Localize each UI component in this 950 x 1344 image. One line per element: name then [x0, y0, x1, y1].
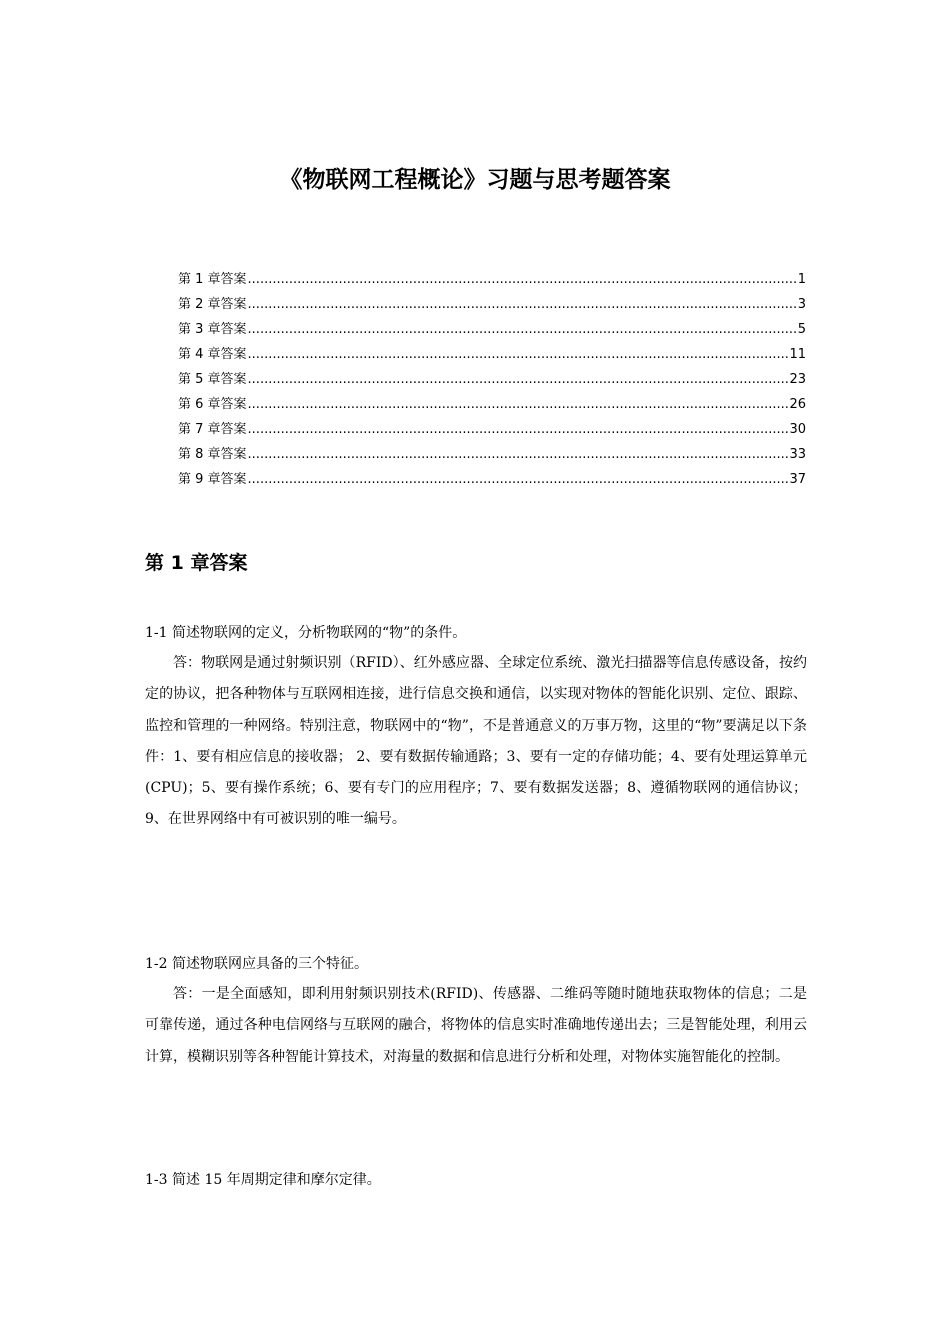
- toc-entry-label: 第 2 章答案: [178, 297, 247, 312]
- toc-dot-leader: [248, 470, 789, 490]
- toc-entry-label: 第 5 章答案: [178, 372, 247, 387]
- toc-entry-label: 第 9 章答案: [178, 472, 247, 487]
- toc-entry-page: 37: [789, 472, 806, 487]
- toc-entry-label: 第 3 章答案: [178, 322, 247, 337]
- question-block-1-1: [145, 623, 807, 836]
- toc-entry-chapter-5[interactable]: [178, 370, 806, 395]
- toc-entry-page: 30: [789, 422, 806, 437]
- toc-dot-leader: [248, 320, 797, 340]
- toc-entry-page: 1: [797, 272, 806, 287]
- question-block-1-3: [145, 1170, 807, 1190]
- question-block-1-2: [145, 954, 807, 1073]
- toc-entry-chapter-9[interactable]: [178, 470, 806, 495]
- toc-entry-chapter-2[interactable]: [178, 295, 806, 320]
- toc-dot-leader: [248, 295, 797, 315]
- toc-entry-chapter-6[interactable]: [178, 395, 806, 420]
- toc-dot-leader: [248, 445, 789, 465]
- toc-dot-leader: [248, 270, 797, 290]
- toc-dot-leader: [248, 395, 789, 415]
- toc-entry-label: 第 1 章答案: [178, 272, 247, 287]
- question-text: 1-2 简述物联网应具备的三个特征。: [145, 956, 368, 972]
- toc-dot-leader: [248, 420, 789, 440]
- toc-entry-label: 第 8 章答案: [178, 447, 247, 462]
- toc-entry-chapter-8[interactable]: [178, 445, 806, 470]
- toc-entry-chapter-1[interactable]: [178, 270, 806, 295]
- toc-entry-page: 11: [789, 347, 806, 362]
- answer-text: 答：物联网是通过射频识别（RFID）、红外感应器、全球定位系统、激光扫描器等信息传感设备，按约定的协议，把各种物体与互联网相连接，进行信息交换和通信，以实现对物体的智能化识别、定位、跟踪、监控和管理的一种网络。特别注意，物联网中的“物”，不是普通意义的万事万物，这里的“物”要满足以下条件：1、要有相应信息的接收器； 2、要有数据传输通路；3、要有一定的存储功能；4、要有处理运算单元(CPU)；5、要有操作系统；6、要有专门的应用程序；7、要有数据发送器；8、遵循物联网的通信协议；9、在世界网络中有可被识别的唯一编号。: [145, 655, 807, 828]
- toc-entry-chapter-7[interactable]: [178, 420, 806, 445]
- toc-entry-chapter-3[interactable]: [178, 320, 806, 345]
- toc-entry-chapter-4[interactable]: [178, 345, 806, 370]
- document-title: 《物联网工程概论》习题与思考题答案: [279, 167, 671, 193]
- toc-entry-page: 33: [789, 447, 806, 462]
- toc-entry-label: 第 6 章答案: [178, 397, 247, 412]
- question-text: 1-3 简述 15 年周期定律和摩尔定律。: [145, 1172, 381, 1188]
- toc-entry-page: 5: [797, 322, 806, 337]
- question-text: 1-1 简述物联网的定义，分析物联网的“物”的条件。: [145, 625, 467, 641]
- toc-entry-label: 第 4 章答案: [178, 347, 247, 362]
- toc-dot-leader: [248, 370, 789, 390]
- toc-entry-page: 3: [797, 297, 806, 312]
- toc-entry-page: 26: [789, 397, 806, 412]
- chapter-heading: 第 1 章答案: [145, 552, 248, 574]
- toc-entry-page: 23: [789, 372, 806, 387]
- answer-text: 答：一是全面感知，即利用射频识别技术(RFID)、传感器、二维码等随时随地获取物体的信息；二是可靠传递，通过各种电信网络与互联网的融合，将物体的信息实时准确地传递出去；三是智能处理，利用云计算，模糊识别等各种智能计算技术，对海量的数据和信息进行分析和处理，对物体实施智能化的控制。: [145, 986, 807, 1065]
- toc-dot-leader: [248, 345, 789, 365]
- table-of-contents: [178, 270, 806, 495]
- toc-entry-label: 第 7 章答案: [178, 422, 247, 437]
